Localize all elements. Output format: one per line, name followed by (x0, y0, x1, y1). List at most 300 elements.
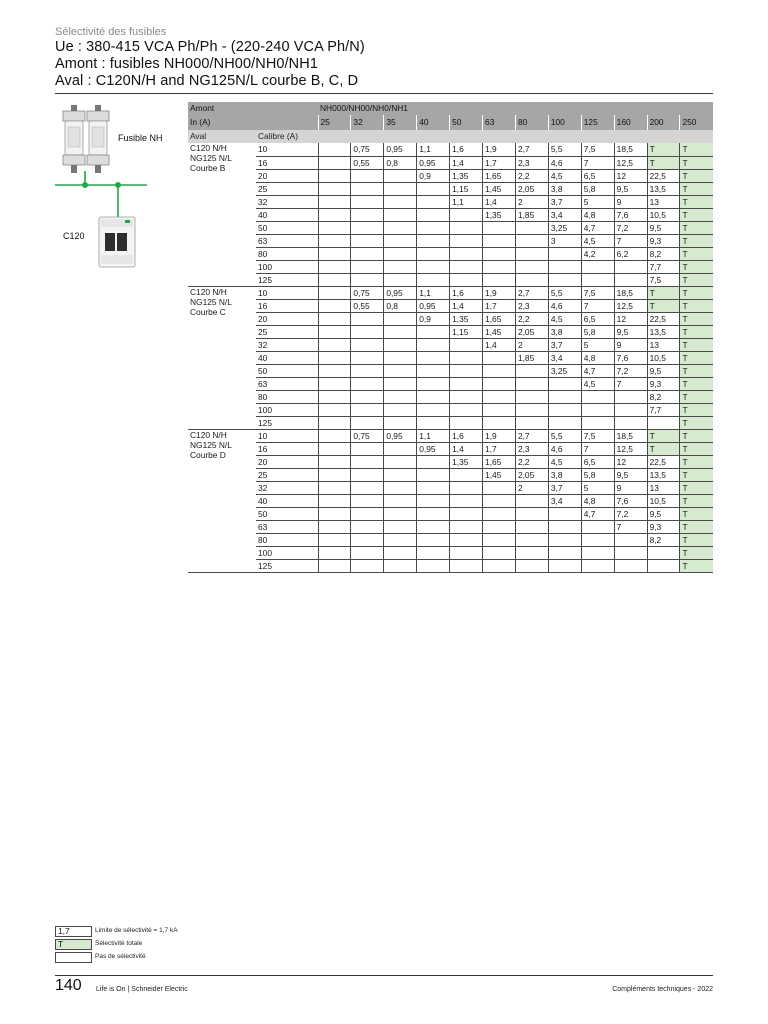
selectivity-cell (581, 533, 614, 546)
calibre-cell: 125 (256, 273, 318, 286)
selectivity-cell: 0,95 (384, 429, 417, 442)
calibre-cell: 16 (256, 299, 318, 312)
selectivity-cell: 5,5 (548, 286, 581, 299)
device-group-line: Courbe D (190, 449, 226, 460)
selectivity-cell: T (680, 520, 713, 533)
selectivity-cell (417, 377, 450, 390)
selectivity-cell: 1,35 (483, 208, 516, 221)
selectivity-cell: 1,1 (450, 195, 483, 208)
selectivity-cell: 5 (581, 481, 614, 494)
selectivity-cell (515, 533, 548, 546)
selectivity-cell (450, 520, 483, 533)
selectivity-cell (515, 273, 548, 286)
device-group-line: C120 N/H (190, 143, 227, 153)
selectivity-cell (450, 481, 483, 494)
selectivity-cell (417, 520, 450, 533)
selectivity-cell: 12,5 (614, 156, 647, 169)
selectivity-cell: 1,45 (483, 468, 516, 481)
selectivity-cell: 0,9 (417, 169, 450, 182)
wire-lines (55, 171, 147, 217)
selectivity-cell (483, 494, 516, 507)
selectivity-cell (351, 416, 384, 429)
selectivity-cell: T (680, 351, 713, 364)
selectivity-cell (318, 403, 351, 416)
column-header: 250 (680, 115, 713, 130)
calibre-cell: 50 (256, 221, 318, 234)
selectivity-cell (483, 416, 516, 429)
selectivity-cell: T (680, 325, 713, 338)
table-row (188, 169, 713, 182)
selectivity-cell: T (680, 403, 713, 416)
selectivity-cell (450, 234, 483, 247)
selectivity-cell: 9,5 (614, 182, 647, 195)
table-row (188, 286, 713, 299)
selectivity-cell (318, 234, 351, 247)
selectivity-cell: 7,2 (614, 507, 647, 520)
selectivity-cell (450, 403, 483, 416)
calibre-cell: 100 (256, 260, 318, 273)
selectivity-cell: 1,4 (450, 442, 483, 455)
selectivity-cell (450, 494, 483, 507)
selectivity-cell (351, 377, 384, 390)
selectivity-cell: 9,3 (647, 377, 680, 390)
selectivity-cell: T (647, 442, 680, 455)
selectivity-cell: 1,4 (450, 299, 483, 312)
selectivity-cell: 1,65 (483, 455, 516, 468)
upstream-family: NH000/NH00/NH0/NH1 (318, 102, 713, 115)
selectivity-cell (483, 234, 516, 247)
selectivity-cell (581, 546, 614, 559)
selectivity-cell (483, 377, 516, 390)
selectivity-cell (384, 520, 417, 533)
selectivity-cell: T (680, 234, 713, 247)
selectivity-cell: 4,5 (548, 169, 581, 182)
wiring-diagram (55, 105, 185, 275)
selectivity-cell: 1,45 (483, 325, 516, 338)
selectivity-cell (417, 546, 450, 559)
calibre-cell: 63 (256, 377, 318, 390)
selectivity-cell (318, 416, 351, 429)
selectivity-cell: T (680, 429, 713, 442)
selectivity-cell (318, 195, 351, 208)
selectivity-cell (483, 507, 516, 520)
title-voltage: Ue : 380-415 VCA Ph/Ph - (220-240 VCA Ph/N) (55, 39, 365, 55)
selectivity-cell (417, 455, 450, 468)
header-filler (318, 130, 713, 143)
selectivity-cell (450, 533, 483, 546)
selectivity-cell: T (647, 156, 680, 169)
selectivity-cell: T (680, 494, 713, 507)
selectivity-cell (351, 351, 384, 364)
selectivity-cell: 4,2 (581, 247, 614, 260)
selectivity-cell (318, 143, 351, 156)
calibre-cell: 16 (256, 156, 318, 169)
selectivity-cell (483, 481, 516, 494)
selectivity-cell: 13 (647, 481, 680, 494)
table-row (188, 273, 713, 286)
selectivity-cell (384, 390, 417, 403)
selectivity-cell: 4,5 (581, 234, 614, 247)
calibre-cell: 25 (256, 182, 318, 195)
calibre-cell: 100 (256, 403, 318, 416)
selectivity-cell (647, 559, 680, 572)
calibre-cell: 40 (256, 208, 318, 221)
selectivity-cell (351, 221, 384, 234)
selectivity-cell (581, 260, 614, 273)
selectivity-cell: 2 (515, 195, 548, 208)
column-header: 200 (647, 115, 680, 130)
device-group-line: Courbe C (190, 306, 226, 317)
selectivity-cell: 4,8 (581, 208, 614, 221)
selectivity-cell: 18,5 (614, 143, 647, 156)
selectivity-cell (614, 273, 647, 286)
table-row (188, 429, 713, 442)
table-row (188, 455, 713, 468)
selectivity-cell: 1,4 (483, 338, 516, 351)
selectivity-cell: 7,2 (614, 221, 647, 234)
selectivity-cell: 1,65 (483, 312, 516, 325)
selectivity-cell: 5 (581, 338, 614, 351)
selectivity-cell (483, 546, 516, 559)
calibre-cell: 125 (256, 416, 318, 429)
calibre-cell: 125 (256, 559, 318, 572)
selectivity-cell (351, 442, 384, 455)
selectivity-cell (318, 338, 351, 351)
header-row-amont (188, 102, 713, 115)
selectivity-cell: 2,7 (515, 143, 548, 156)
legend-text: Pas de sélectivité (95, 953, 146, 960)
selectivity-cell: 0,55 (351, 299, 384, 312)
selectivity-cell: 9 (614, 338, 647, 351)
selectivity-cell (483, 351, 516, 364)
selectivity-cell (417, 416, 450, 429)
column-header: 160 (614, 115, 647, 130)
table-row (188, 520, 713, 533)
selectivity-cell (548, 403, 581, 416)
selectivity-cell: T (680, 299, 713, 312)
selectivity-cell (515, 221, 548, 234)
selectivity-cell (384, 507, 417, 520)
selectivity-cell: 9,5 (647, 507, 680, 520)
selectivity-cell: 1,7 (483, 299, 516, 312)
selectivity-cell: 1,1 (417, 286, 450, 299)
table-row (188, 156, 713, 169)
selectivity-cell: 3,8 (548, 325, 581, 338)
selectivity-cell (384, 273, 417, 286)
selectivity-cell (351, 559, 384, 572)
device-group-line: NG125 N/L (190, 296, 232, 307)
selectivity-cell (417, 533, 450, 546)
selectivity-cell (384, 260, 417, 273)
selectivity-cell (318, 169, 351, 182)
selectivity-cell: 0,95 (384, 143, 417, 156)
legend-item (55, 938, 355, 951)
selectivity-cell: 12,5 (614, 442, 647, 455)
table-row (188, 364, 713, 377)
selectivity-cell: 5,5 (548, 143, 581, 156)
selectivity-cell (548, 390, 581, 403)
selectivity-cell (318, 286, 351, 299)
table-row (188, 208, 713, 221)
selectivity-cell: 1,35 (450, 169, 483, 182)
selectivity-cell (450, 416, 483, 429)
selectivity-cell: 1,6 (450, 286, 483, 299)
selectivity-cell (351, 481, 384, 494)
page-number: 140 (55, 977, 82, 994)
selectivity-cell: 1,1 (417, 143, 450, 156)
selectivity-cell (548, 260, 581, 273)
selectivity-cell: T (680, 468, 713, 481)
selectivity-cell (483, 559, 516, 572)
selectivity-cell (351, 169, 384, 182)
selectivity-cell: 0,55 (351, 156, 384, 169)
selectivity-cell (515, 546, 548, 559)
selectivity-cell (351, 338, 384, 351)
calibre-cell: 80 (256, 390, 318, 403)
selectivity-cell: 7,5 (647, 273, 680, 286)
selectivity-cell (318, 390, 351, 403)
selectivity-cell: 7,6 (614, 351, 647, 364)
footer-divider (55, 975, 713, 976)
title-downstream: Aval : C120N/H and NG125N/L courbe B, C, D (55, 73, 359, 89)
selectivity-cell: 1,85 (515, 351, 548, 364)
selectivity-cell (450, 247, 483, 260)
selectivity-cell (417, 481, 450, 494)
selectivity-cell: 1,15 (450, 182, 483, 195)
selectivity-cell (450, 351, 483, 364)
selectivity-cell: 5,8 (581, 468, 614, 481)
in-label: In (A) (188, 115, 318, 130)
calibre-cell: 80 (256, 247, 318, 260)
selectivity-cell (384, 221, 417, 234)
selectivity-cell: 1,9 (483, 286, 516, 299)
selectivity-cell: 10,5 (647, 351, 680, 364)
selectivity-cell: 2,05 (515, 182, 548, 195)
selectivity-cell (450, 468, 483, 481)
selectivity-cell (548, 247, 581, 260)
selectivity-cell: 10,5 (647, 494, 680, 507)
table-row (188, 481, 713, 494)
selectivity-cell (581, 273, 614, 286)
selectivity-cell (318, 182, 351, 195)
selectivity-cell: 8,2 (647, 533, 680, 546)
selectivity-cell (318, 546, 351, 559)
selectivity-cell: 4,6 (548, 299, 581, 312)
table-row (188, 403, 713, 416)
selectivity-cell: 2,7 (515, 286, 548, 299)
selectivity-cell (581, 520, 614, 533)
section-kicker: Sélectivité des fusibles (55, 26, 167, 38)
selectivity-cell (417, 403, 450, 416)
selectivity-cell (318, 299, 351, 312)
legend-swatch: 1,7 (55, 926, 92, 937)
selectivity-cell: 0,75 (351, 143, 384, 156)
selectivity-cell: 13 (647, 338, 680, 351)
table-row (188, 494, 713, 507)
selectivity-cell: 0,95 (384, 286, 417, 299)
selectivity-cell: T (680, 221, 713, 234)
selectivity-cell: 12 (614, 169, 647, 182)
selectivity-cell: 7,6 (614, 494, 647, 507)
selectivity-cell (318, 312, 351, 325)
selectivity-cell: 12 (614, 312, 647, 325)
selectivity-cell (483, 221, 516, 234)
selectivity-cell (318, 533, 351, 546)
calibre-cell: 20 (256, 455, 318, 468)
selectivity-cell: T (680, 533, 713, 546)
selectivity-cell (417, 182, 450, 195)
legend-item (55, 951, 355, 964)
selectivity-cell: 12 (614, 455, 647, 468)
selectivity-cell: 3,7 (548, 338, 581, 351)
selectivity-cell (515, 520, 548, 533)
table-row (188, 468, 713, 481)
selectivity-cell (351, 494, 384, 507)
selectivity-cell (384, 195, 417, 208)
selectivity-cell (351, 195, 384, 208)
selectivity-cell: T (680, 247, 713, 260)
selectivity-cell: 7,7 (647, 260, 680, 273)
selectivity-cell (351, 234, 384, 247)
selectivity-cell (450, 338, 483, 351)
selectivity-cell: 7,7 (647, 403, 680, 416)
selectivity-cell (515, 403, 548, 416)
selectivity-cell: 10,5 (647, 208, 680, 221)
selectivity-cell (417, 247, 450, 260)
selectivity-cell (647, 546, 680, 559)
selectivity-cell: 4,5 (581, 377, 614, 390)
table-row (188, 546, 713, 559)
column-header: 50 (450, 115, 483, 130)
selectivity-cell (483, 364, 516, 377)
header-row-aval (188, 130, 713, 143)
selectivity-cell: 1,9 (483, 143, 516, 156)
selectivity-cell (515, 377, 548, 390)
selectivity-cell (515, 364, 548, 377)
selectivity-cell: 4,7 (581, 507, 614, 520)
selectivity-cell: T (680, 286, 713, 299)
selectivity-cell: 3,8 (548, 468, 581, 481)
selectivity-cell: 0,9 (417, 312, 450, 325)
device-group-label (188, 143, 256, 286)
table-row (188, 182, 713, 195)
calibre-label: Calibre (A) (256, 130, 318, 143)
selectivity-cell: 22,5 (647, 312, 680, 325)
selectivity-cell (384, 481, 417, 494)
selectivity-cell: T (680, 559, 713, 572)
selectivity-cell: T (680, 377, 713, 390)
selectivity-cell: 4,6 (548, 156, 581, 169)
selectivity-cell: 4,8 (581, 351, 614, 364)
selectivity-cell (417, 494, 450, 507)
selectivity-cell (318, 351, 351, 364)
legend-item (55, 925, 355, 938)
aval-label: Aval (188, 130, 256, 143)
selectivity-cell (351, 403, 384, 416)
legend-swatch: T (55, 939, 92, 950)
selectivity-cell (417, 468, 450, 481)
calibre-cell: 80 (256, 533, 318, 546)
selectivity-cell: 2,3 (515, 156, 548, 169)
selectivity-cell (450, 507, 483, 520)
selectivity-cell (384, 247, 417, 260)
selectivity-cell: 2,05 (515, 468, 548, 481)
selectivity-cell: 2,2 (515, 312, 548, 325)
table-row (188, 260, 713, 273)
calibre-cell: 63 (256, 234, 318, 247)
selectivity-cell: 3,4 (548, 208, 581, 221)
column-header: 63 (483, 115, 516, 130)
selectivity-cell (483, 533, 516, 546)
selectivity-cell: 1,65 (483, 169, 516, 182)
selectivity-cell (581, 390, 614, 403)
selectivity-cell (417, 208, 450, 221)
column-header: 35 (384, 115, 417, 130)
selectivity-cell: 9,3 (647, 520, 680, 533)
selectivity-cell: 1,4 (450, 156, 483, 169)
selectivity-cell: 2,2 (515, 169, 548, 182)
legend-text: Sélectivité totale (95, 940, 143, 947)
table-row (188, 221, 713, 234)
selectivity-cell (450, 273, 483, 286)
selectivity-cell: 1,7 (483, 156, 516, 169)
selectivity-cell (581, 559, 614, 572)
selectivity-cell (318, 208, 351, 221)
selectivity-cell (483, 520, 516, 533)
selectivity-cell: 7 (581, 442, 614, 455)
selectivity-cell (548, 273, 581, 286)
device-group-label (188, 429, 256, 572)
selectivity-cell: T (680, 390, 713, 403)
selectivity-cell (483, 403, 516, 416)
header-row-rating (188, 115, 713, 130)
selectivity-cell (417, 390, 450, 403)
selectivity-cell: T (680, 338, 713, 351)
selectivity-cell: 13,5 (647, 182, 680, 195)
selectivity-cell: 2,05 (515, 325, 548, 338)
selectivity-cell (647, 416, 680, 429)
selectivity-cell: 3,7 (548, 195, 581, 208)
selectivity-cell (318, 273, 351, 286)
selectivity-cell: 6,5 (581, 455, 614, 468)
selectivity-cell: 0,8 (384, 299, 417, 312)
selectivity-cell (450, 364, 483, 377)
selectivity-cell: 0,95 (417, 442, 450, 455)
selectivity-cell (384, 234, 417, 247)
selectivity-cell (515, 234, 548, 247)
selectivity-cell (614, 260, 647, 273)
selectivity-cell (417, 260, 450, 273)
selectivity-cell (351, 455, 384, 468)
selectivity-cell (351, 364, 384, 377)
selectivity-cell: 9,3 (647, 234, 680, 247)
breaker-label: C120 (63, 231, 85, 241)
calibre-cell: 10 (256, 143, 318, 156)
selectivity-cell (417, 338, 450, 351)
table-row (188, 390, 713, 403)
selectivity-cell: 2,2 (515, 455, 548, 468)
selectivity-cell (384, 312, 417, 325)
device-group-line: NG125 N/L (190, 439, 232, 450)
selectivity-cell (384, 416, 417, 429)
selectivity-cell: 2,3 (515, 299, 548, 312)
selectivity-cell: 2 (515, 338, 548, 351)
fuse-label: Fusible NH (118, 133, 163, 143)
selectivity-cell (384, 442, 417, 455)
selectivity-cell: 4,6 (548, 442, 581, 455)
selectivity-cell (548, 559, 581, 572)
selectivity-cell: T (680, 546, 713, 559)
